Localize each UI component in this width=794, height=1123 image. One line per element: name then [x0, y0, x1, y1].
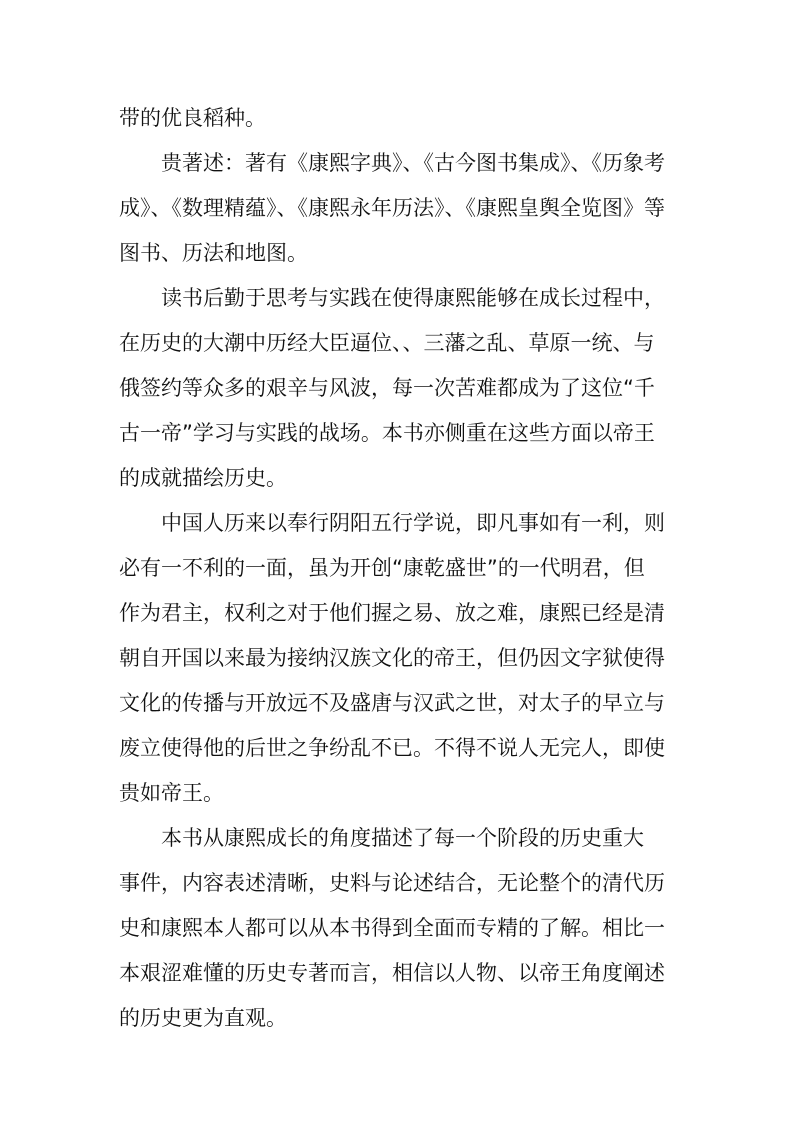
text-line: 读书后勤于思考与实践在使得康熙能够在成长过程中， — [161, 286, 665, 310]
text-line: 朝自开国以来最为接纳汉族文化的帝王，但仍因文字狱使得 — [119, 646, 665, 670]
text-line: 本艰涩难懂的历史专著而言，相信以人物、以帝王角度阐述 — [119, 961, 665, 985]
text-line: 的成就描绘历史。 — [119, 466, 287, 490]
text-line: 古一帝”学习与实践的战场。本书亦侧重在这些方面以帝王 — [119, 421, 655, 445]
text-line: 事件，内容表述清晰，史料与论述结合，无论整个的清代历 — [119, 871, 665, 895]
text-line: 贵著述：著有《康熙字典》、《古今图书集成》、《历象考 — [161, 151, 665, 175]
text-line: 带的优良稻种。 — [119, 106, 266, 130]
body-text — [119, 96, 685, 1041]
text-line: 的历史更为直观。 — [119, 1006, 287, 1030]
text-line: 史和康熙本人都可以从本书得到全面而专精的了解。相比一 — [119, 916, 665, 940]
text-line: 图书、历法和地图。 — [119, 241, 308, 265]
text-line: 文化的传播与开放远不及盛唐与汉武之世，对太子的早立与 — [119, 691, 665, 715]
text-line: 贵如帝王。 — [119, 781, 224, 805]
text-line: 本书从康熙成长的角度描述了每一个阶段的历史重大 — [161, 826, 644, 850]
text-line: 中国人历来以奉行阴阳五行学说，即凡事如有一利，则 — [161, 511, 665, 535]
text-line: 俄签约等众多的艰辛与风波，每一次苦难都成为了这位“千 — [119, 376, 655, 400]
text-line: 作为君主，权利之对于他们握之易、放之难，康熙已经是清 — [119, 601, 665, 625]
text-line: 废立使得他的后世之争纷乱不已。不得不说人无完人，即使 — [119, 736, 665, 760]
text-line: 必有一不利的一面，虽为开创“康乾盛世”的一代明君，但 — [119, 556, 645, 580]
text-line: 成》、《数理精蕴》、《康熙永年历法》、《康熙皇舆全览图》等 — [119, 196, 665, 220]
text-line: 在历史的大潮中历经大臣逼位、、三藩之乱、草原一统、与 — [119, 331, 655, 355]
